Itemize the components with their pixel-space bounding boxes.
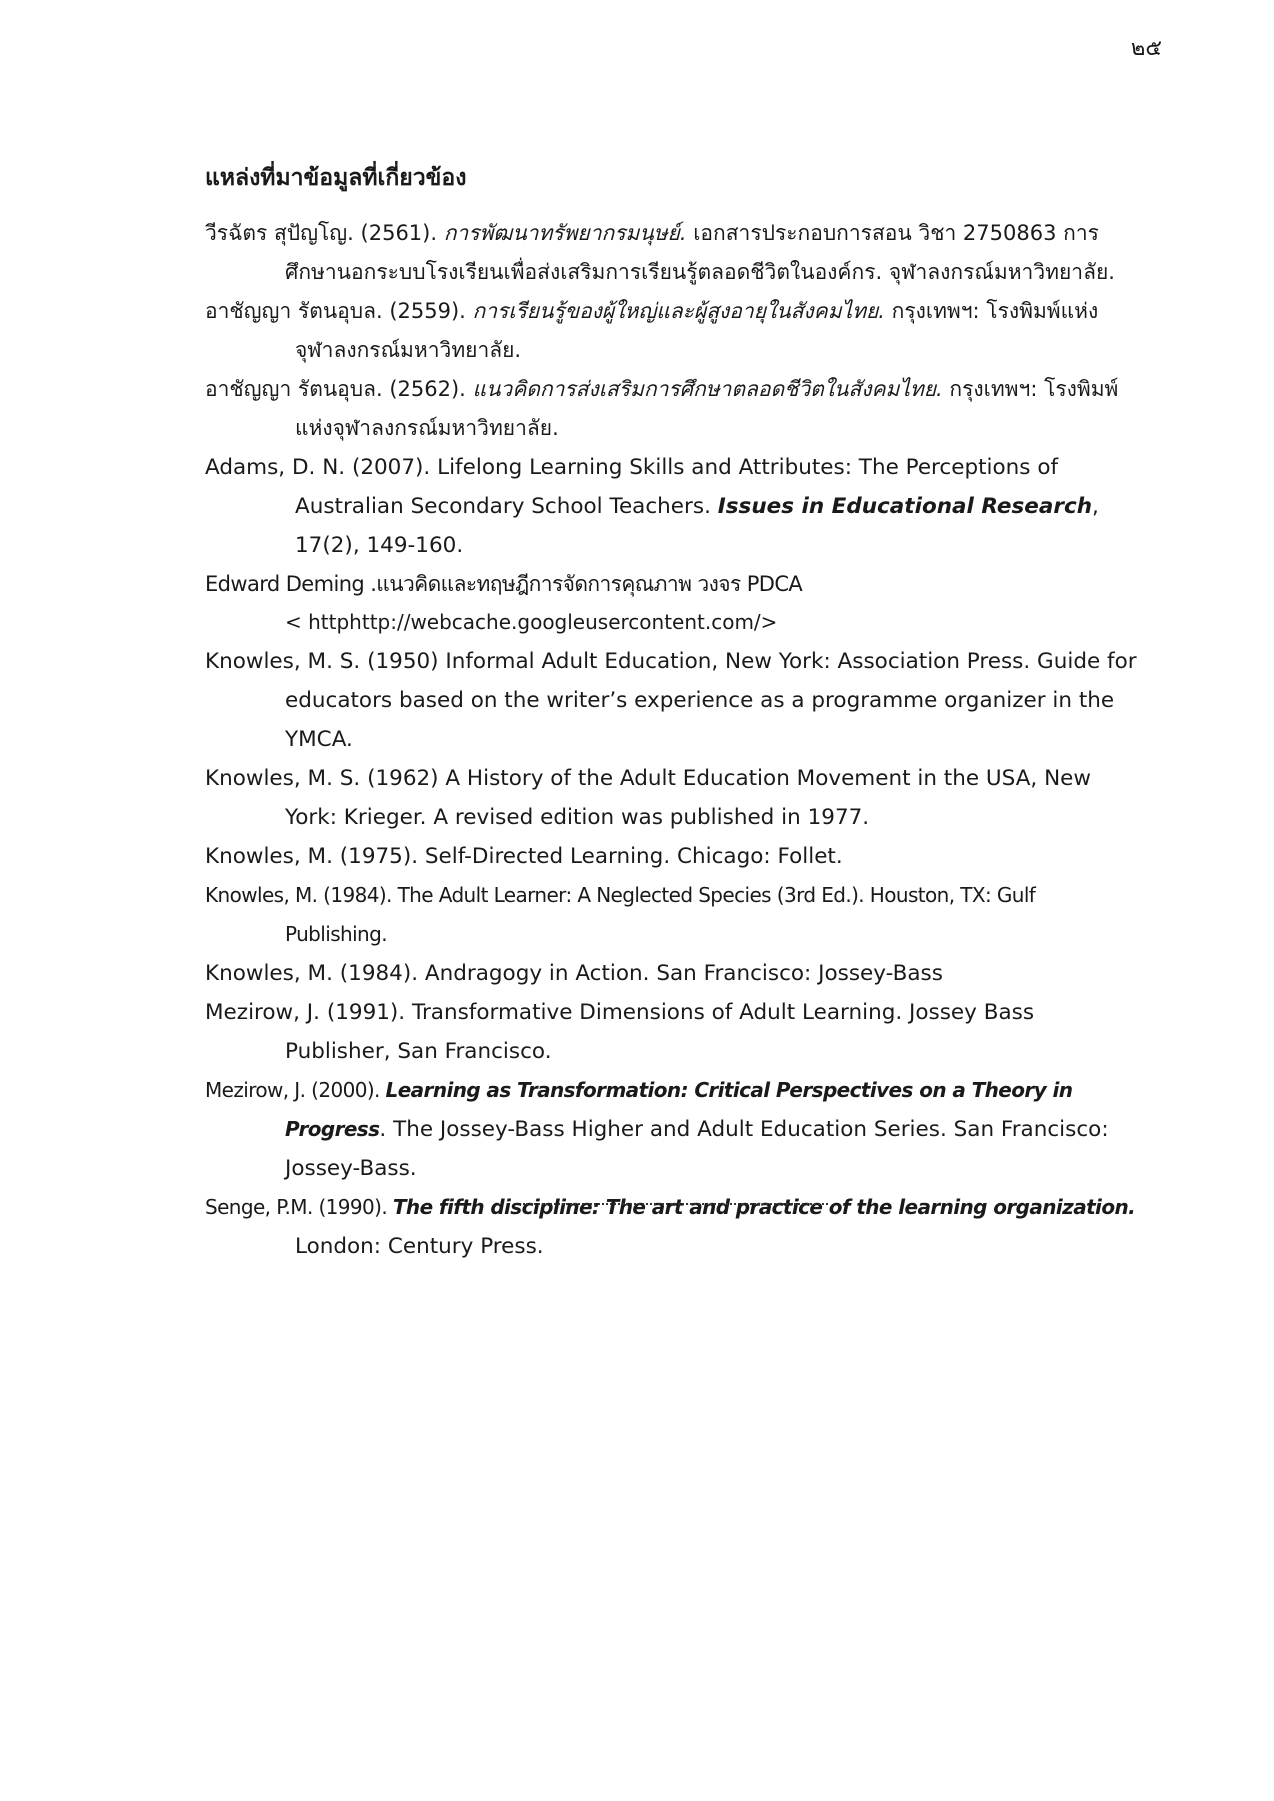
ref-author: วีรฉัตร สุปัญโญ. (2561). xyxy=(205,221,444,245)
ref-title: Learning as Transformation: Critical Perspectives on a Theory in Progress xyxy=(285,1078,1073,1141)
reference-entry xyxy=(205,448,1140,565)
ref-journal: Issues in Educational Research xyxy=(717,494,1093,519)
ref-publication: เอกสารประกอบการสอน วิชา 2750863 การศึกษานอกระบบโรงเรียนเพื่อส่งเสริมการเรียนรู้ตลอดชีวิตในองค์กร. จุฬาลงกรณ์มหาวิทยาลัย. xyxy=(285,221,1115,284)
ref-title: การเรียนรู้ของผู้ใหญ่และผู้สูงอายุในสังคมไทย. xyxy=(472,299,885,323)
ref-title: The fifth discipline: The art and practice of the learning organization. xyxy=(392,1195,1136,1219)
dotted-divider xyxy=(523,1193,828,1205)
reference-entry xyxy=(205,214,1140,292)
reference-entry: Mezirow, J. (1991). Transformative Dimensions of Adult Learning. Jossey Bass Publisher, San Francisco. xyxy=(205,1000,1035,1064)
reference-entry xyxy=(205,370,1140,448)
ref-author: Adams, D. N. (2007). Lifelong Learning Skills and Attributes: The Perceptions of Australian Secondary School Teachers. xyxy=(205,455,1059,519)
ref-publication: London: Century Press. xyxy=(295,1234,544,1259)
reference-entry: Knowles, M. (1984). The Adult Learner: A Neglected Species (3rd Ed.). Houston, TX: Gulf Publishing. xyxy=(205,883,1036,946)
reference-entry: Knowles, M. (1975). Self-Directed Learning. Chicago: Follet. xyxy=(205,844,843,869)
ref-author: อาชัญญา รัตนอุบล. (2562). xyxy=(205,377,473,401)
ref-author: อาชัญญา รัตนอุบล. (2559). xyxy=(205,299,473,323)
ref-title: การพัฒนาทรัพยากรมนุษย์. xyxy=(443,221,687,245)
ref-author: Senge, P.M. (1990). xyxy=(205,1195,393,1219)
ref-author: Mezirow, J. (2000). xyxy=(205,1078,386,1102)
reference-entry: Knowles, M. S. (1950) Informal Adult Education, New York: Association Press. Guide for educators based on the writer’s experience as a programme organizer in the YMCA. xyxy=(205,649,1137,752)
ref-publication: . The Jossey-Bass Higher and Adult Education Series. San Francisco: Jossey-Bass. xyxy=(285,1117,1109,1181)
reference-entry: Knowles, M. S. (1962) A History of the Adult Education Movement in the USA, New York: Krieger. A revised edition was published in 1977. xyxy=(205,766,1091,830)
section-heading: แหล่งที่มาข้อมูลที่เกี่ยวข้อง xyxy=(205,164,467,191)
ref-title: แนวคิดการส่งเสริมการศึกษาตลอดชีวิตในสังคมไทย. xyxy=(472,377,943,401)
reference-entry xyxy=(205,565,1140,640)
ref-line: Edward Deming .แนวคิดและทฤษฎีการจัดการคุณภาพ วงจร PDCA xyxy=(205,572,803,596)
ref-publication: , 17(2), 149-160. xyxy=(295,494,1099,558)
ref-url: < httphttp://webcache.googleusercontent.com/> xyxy=(285,610,778,634)
page-number: ๒๕ xyxy=(1130,36,1162,61)
reference-entry xyxy=(205,292,1140,370)
ref-publication: กรุงเทพฯ: โรงพิมพ์แห่งจุฬาลงกรณ์มหาวิทยาลัย. xyxy=(295,377,1119,440)
reference-entry xyxy=(205,1071,1140,1188)
ref-publication: กรุงเทพฯ: โรงพิมพ์แห่งจุฬาลงกรณ์มหาวิทยาลัย. xyxy=(295,299,1099,362)
references-section xyxy=(205,160,1140,1266)
reference-entry: Knowles, M. (1984). Andragogy in Action. San Francisco: Jossey-Bass xyxy=(205,961,943,986)
